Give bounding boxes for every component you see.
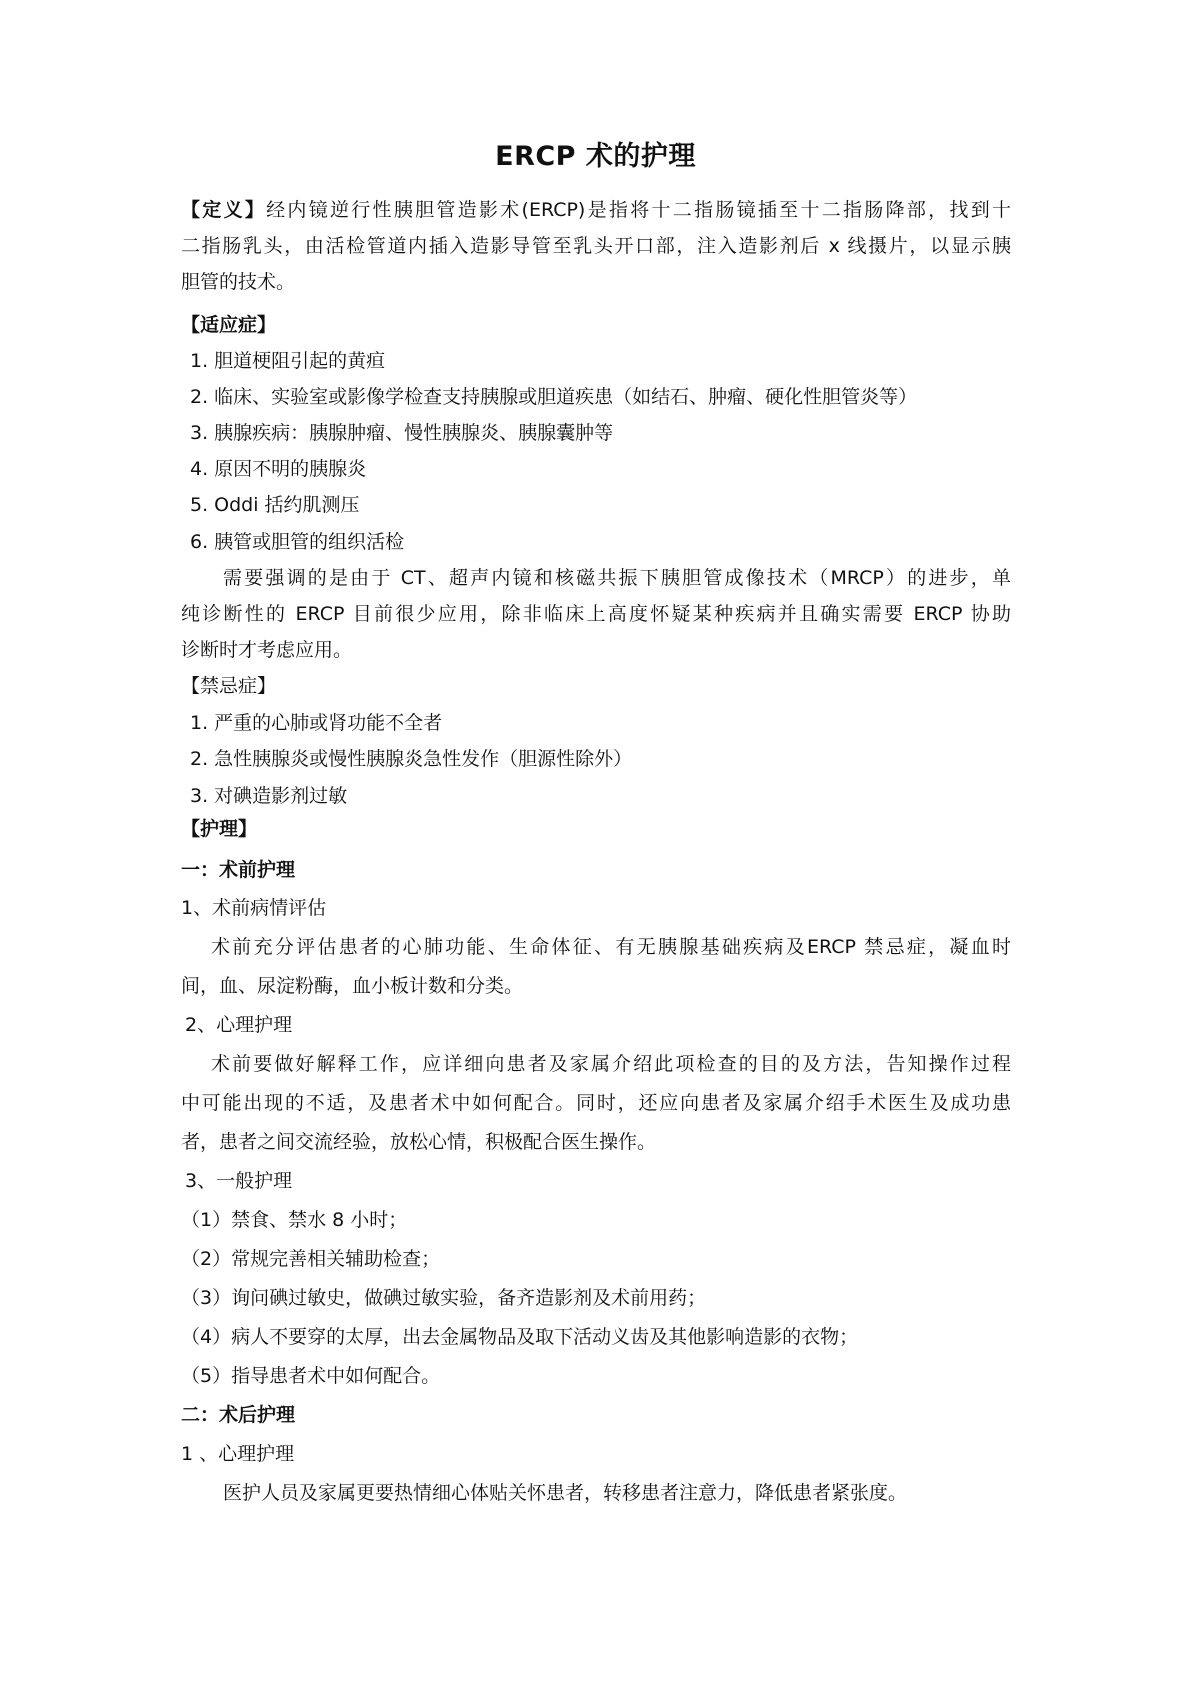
pre-op-section-1-title: 1、术前病情评估 <box>181 897 327 919</box>
page-title: ERCP 术的护理 <box>495 141 696 172</box>
nursing-heading: 【护理】 <box>181 818 258 840</box>
pre-op-heading: 一：术前护理 <box>181 859 296 881</box>
pre-op-section-3-title: 3、一般护理 <box>185 1170 293 1192</box>
post-op-heading: 二：术后护理 <box>181 1404 296 1426</box>
pre-op-general-item: （3）询问碘过敏史，做碘过敏实验，备齐造影剂及术前用药； <box>181 1287 707 1309</box>
indication-item: 2. 临床、实验室或影像学检查支持胰腺或胆道疾患（如结石、肿瘤、硬化性胆管炎等） <box>190 386 918 408</box>
indication-item: 6. 胰管或胆管的组织活检 <box>190 531 405 553</box>
post-op-section-1-title: 1 、心理护理 <box>181 1443 295 1465</box>
contraindication-item: 2. 急性胰腺炎或慢性胰腺炎急性发作（胆源性除外） <box>190 748 633 770</box>
pre-op-general-item: （2）常规完善相关辅助检查； <box>181 1248 441 1270</box>
pre-op-section-2-line-3: 者，患者之间交流经验，放松心情，积极配合医生操作。 <box>181 1131 657 1153</box>
pre-op-general-item: （1）禁食、禁水 8 小时； <box>181 1209 408 1231</box>
pre-op-section-2-line-2: 中可能出现的不适，及患者术中如何配合。同时，还应向患者及家属介绍手术医生及成功患 <box>181 1092 1011 1114</box>
indication-item: 5. Oddi 括约肌测压 <box>190 494 360 516</box>
contraindication-item: 1. 严重的心肺或肾功能不全者 <box>190 712 443 734</box>
pre-op-section-1-line-2: 间，血、尿淀粉酶，血小板计数和分类。 <box>181 975 524 997</box>
contraindications-heading: 【禁忌症】 <box>181 675 277 697</box>
definition-line-2: 二指肠乳头，由活检管道内插入造影导管至乳头开口部，注入造影剂后 x 线摄片，以显示胰 <box>181 235 1011 257</box>
contraindication-item: 3. 对碘造影剂过敏 <box>190 785 348 807</box>
indications-note-line-3: 诊断时才考虑应用。 <box>181 639 353 661</box>
definition-line-1 <box>181 198 1011 222</box>
definition-label: 【定义】 <box>181 199 267 221</box>
indication-item: 1. 胆道梗阻引起的黄疸 <box>190 350 386 372</box>
indications-note-line-1: 需要强调的是由于 CT、超声内镜和核磁共振下胰胆管成像技术（MRCP）的进步，单 <box>223 567 1011 589</box>
indication-item: 4. 原因不明的胰腺炎 <box>190 458 367 480</box>
definition-text-1: 经内镜逆行性胰胆管造影术(ERCP)是指将十二指肠镜插至十二指肠降部，找到十 <box>266 199 1011 221</box>
pre-op-general-item: （4）病人不要穿的太厚，出去金属物品及取下活动义齿及其他影响造影的衣物； <box>181 1326 859 1348</box>
indications-heading: 【适应症】 <box>181 314 277 336</box>
definition-line-3: 胆管的技术。 <box>181 271 296 293</box>
pre-op-section-2-title: 2、心理护理 <box>185 1014 293 1036</box>
indication-item: 3. 胰腺疾病：胰腺肿瘤、慢性胰腺炎、胰腺囊肿等 <box>190 422 614 444</box>
indications-note-line-2: 纯诊断性的 ERCP 目前很少应用，除非临床上高度怀疑某种疾病并且确实需要 ERCP 协助 <box>181 603 1011 625</box>
pre-op-general-item: （5）指导患者术中如何配合。 <box>181 1365 441 1387</box>
pre-op-section-1-line-1: 术前充分评估患者的心肺功能、生命体征、有无胰腺基础疾病及ERCP 禁忌症，凝血时 <box>211 936 1011 958</box>
pre-op-section-2-line-1: 术前要做好解释工作，应详细向患者及家属介绍此项检查的目的及方法，告知操作过程 <box>211 1053 1011 1075</box>
post-op-section-1-line: 医护人员及家属更要热情细心体贴关怀患者，转移患者注意力，降低患者紧张度。 <box>223 1482 908 1504</box>
